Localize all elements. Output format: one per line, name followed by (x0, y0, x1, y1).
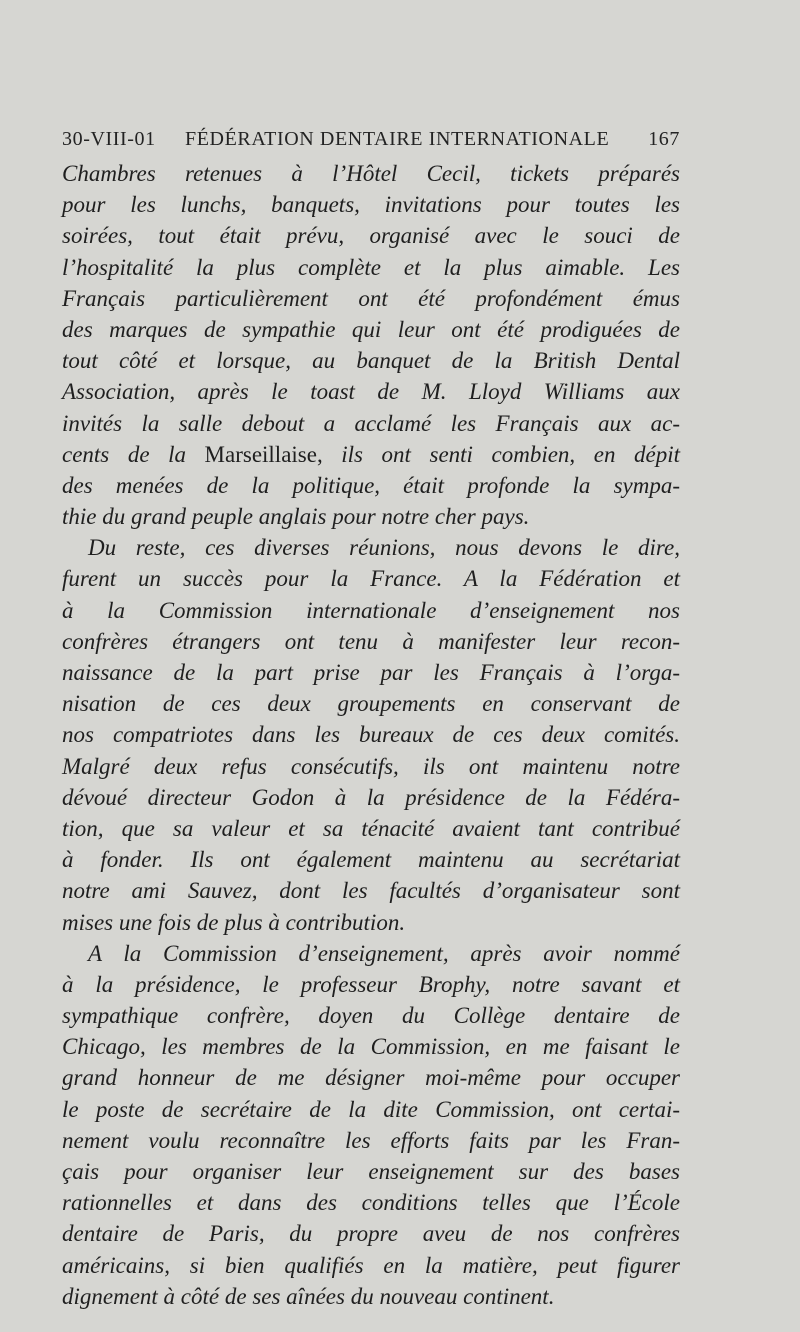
text-segment: ils ont senti combien, en dépit (322, 441, 680, 467)
text-line: mises une fois de plus à contribution. (62, 909, 406, 935)
text-line: dentaire de Paris, du propre aveu de nos confrères (62, 1221, 680, 1247)
text-line: à la Commission internationale d’enseignement nos (62, 597, 680, 623)
text-line: confrères étrangers ont tenu à manifester leur recon- (62, 628, 680, 654)
text-line: thie du grand peuple anglais pour notre cher pays. (62, 504, 530, 530)
text-line: naissance de la part prise par les Français à l’orga- (62, 660, 680, 685)
text-line: tout côté et lorsque, au banquet de la British Dental (62, 348, 680, 374)
text-line: Association, après le toast de M. Lloyd Williams aux (62, 379, 680, 405)
text-line: furent un succès pour la France. A la Fédération et (62, 566, 680, 592)
text-line: rationnelles et dans des conditions telles que l’École (62, 1190, 680, 1216)
text-line: çais pour organiser leur enseignement sur des bases (62, 1159, 680, 1184)
text-line: à la présidence, le professeur Brophy, notre savant et (62, 971, 680, 997)
text-line: dévoué directeur Godon à la présidence de la Fédéra- (62, 784, 680, 810)
text-segment: cents de la (62, 441, 205, 467)
text-line: nos compatriotes dans les bureaux de ces deux comités. (62, 722, 680, 748)
text-line: sympathique confrère, doyen du Collège dentaire de (62, 1003, 680, 1029)
text-line: nement voulu reconnaître les efforts faits par les Fran- (62, 1127, 680, 1153)
text-line: invités la salle debout a acclamé les Français aux ac- (62, 410, 680, 436)
text-line: Du reste, ces diverses réunions, nous devons le dire, (88, 535, 680, 561)
song-title: Marseillaise, (204, 441, 323, 467)
text-line: le poste de secrétaire de la dite Commission, ont certai- (62, 1096, 680, 1122)
paragraph (62, 158, 680, 532)
page-number: 167 (648, 128, 680, 150)
text-line: pour les lunchs, banquets, invitations pour toutes les (62, 192, 680, 218)
paragraph (62, 938, 680, 1312)
text-line: Chicago, les membres de la Commission, en me faisant le (62, 1034, 680, 1060)
text-line: nisation de ces deux groupements en conservant de (62, 691, 680, 717)
text-line: Français particulièrement ont été profondément émus (62, 285, 680, 311)
text-line: dignement à côté de ses aînées du nouveau continent. (62, 1283, 555, 1309)
text-line: A la Commission d’enseignement, après avoir nommé (88, 940, 680, 966)
body-text (62, 158, 680, 1312)
text-line: Malgré deux refus consécutifs, ils ont maintenu notre (62, 753, 680, 779)
text-line: des marques de sympathie qui leur ont été prodiguées de (62, 316, 680, 342)
header-title: FÉDÉRATION DENTAIRE INTERNATIONALE (185, 128, 610, 150)
text-line: grand honneur de me désigner moi-même pour occuper (62, 1065, 680, 1091)
text-line: tion, que sa valeur et sa ténacité avaient tant contribué (62, 815, 680, 841)
running-head (62, 128, 680, 158)
text-line: Chambres retenues à l’Hôtel Cecil, tickets préparés (62, 161, 680, 186)
text-line: notre ami Sauvez, dont les facultés d’organisateur sont (62, 878, 680, 904)
text-line: l’hospitalité la plus complète et la plus aimable. Les (62, 254, 680, 280)
text-line (62, 439, 680, 470)
text-line: à fonder. Ils ont également maintenu au secrétariat (62, 847, 680, 873)
text-line: américains, si bien qualifiés en la matière, peut figurer (62, 1252, 680, 1278)
text-line: soirées, tout était prévu, organisé avec le souci de (62, 223, 680, 249)
text-line: des menées de la politique, était profonde la sympa- (62, 472, 680, 498)
header-date: 30-VIII-01 (62, 128, 156, 150)
paragraph (62, 532, 680, 937)
